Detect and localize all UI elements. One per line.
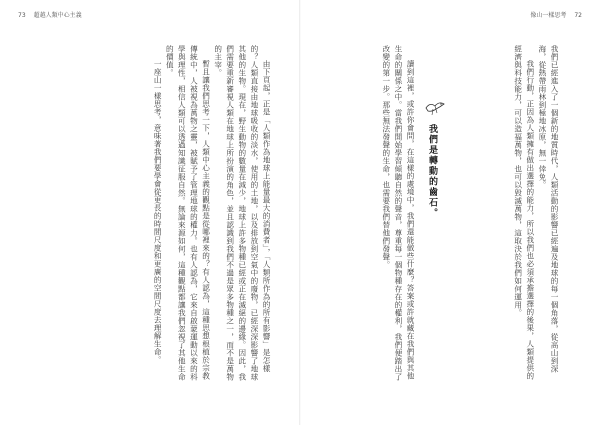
right-body-text-top [458, 45, 560, 385]
right-running-header [530, 10, 588, 19]
left-running-head: 超越人類中心主義 [33, 12, 82, 19]
left-page-number: 73 [18, 12, 26, 19]
right-running-head: 像山一樣思考 [530, 12, 567, 19]
left-paragraph-2: 暫且讓我們思考一下，人類中心主義的觀點是從哪裡來的？有人認為，這種思想根植於宗教傳統中，人被視為萬物之靈，被賦予了管理地球的權力。也有人認為，它來自啟蒙運動以來的科學與理性，相信人類可以透過知識征服自然。無論來源如何，這種觀點都讓我們忽視了其他生命的價值。 [165, 45, 211, 381]
right-page-number: 72 [574, 12, 582, 19]
left-body-text [10, 45, 272, 385]
right-body-text-bottom [324, 45, 416, 385]
section-heading: 我們是轉動的齒石。 [427, 124, 437, 219]
right-page [300, 0, 600, 425]
section-heading-block [420, 98, 450, 318]
right-paragraph-3: 讀到這裡，或許你會問，在這樣的處境中，我們還能做些什麼？答案或許就藏在我們與其他生命的關係之中。當我們開始學習傾聽自然的聲音，尊重每一個物種存在的權利，我們便踏出了改變的第一步。那些無法發聲的生命，也需要我們替他們發聲。 [381, 45, 415, 381]
left-running-header [12, 10, 82, 19]
bird-ornament-icon [424, 98, 446, 116]
right-paragraph-2: 我們行動，正因為人類擁有做出選擇的能力，所以我們也必須承擔選擇的後果，人類提供的經濟與科技能力，可以造福萬物，也可以毀滅萬物，這取決於我們如何運用。 [513, 45, 535, 381]
left-paragraph-3: 一座山一樣思考，意味著我們要學會從更長的時間尺度和更廣的空間尺度去理解生命。 [153, 60, 163, 365]
right-paragraph-1: 我們已經進入了一個新的地質時代，人類活動的影響已經遍及地球的每一個角落，從高山到深海，從熱帶雨林到極地冰原，無一倖免。 [537, 45, 559, 373]
left-paragraph-1: 由下頁起，正是「人類作為地球上能量最大的消費者」，「人類所作為的所有影響」是怎樣的？人類直接由地球吸收的淡水，使用的土地，以及排放到空氣中的廢物，已經深深影響了地球其他的生物。現在，野生動物的數量在減少，地球上許多物種已經或正在滅絕的邊緣。因此，我們需要重新審視人類在地球上所扮演的角色，並且認識到我們不過是眾多物種之一，而不是萬物的主宰。 [213, 45, 271, 381]
